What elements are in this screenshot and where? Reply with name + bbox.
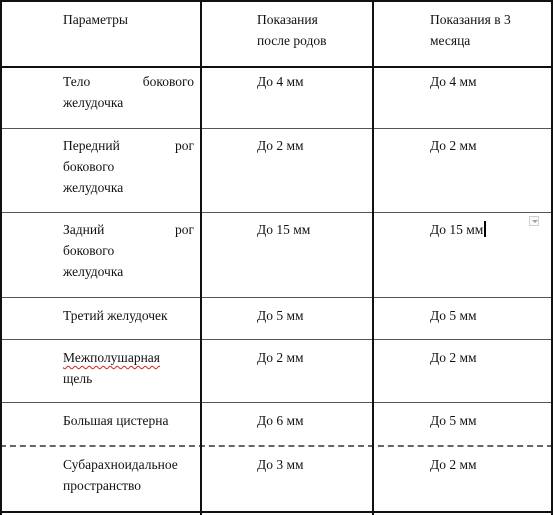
value-text: До 2 мм <box>257 138 304 153</box>
table-row-param[interactable] <box>63 305 194 326</box>
table-row-three-months[interactable] <box>430 305 535 326</box>
header-line <box>430 9 535 30</box>
param-line <box>63 135 194 156</box>
table-row-after-birth[interactable] <box>257 454 367 475</box>
table-border-top <box>0 0 553 2</box>
cell-dropdown-arrow-icon[interactable] <box>529 216 539 226</box>
header-line: после родов <box>257 33 327 48</box>
row-divider <box>0 128 553 129</box>
table-row-after-birth[interactable] <box>257 135 367 156</box>
row-divider <box>0 339 553 340</box>
param-word: Передний <box>63 138 120 153</box>
param-line: Третий желудочек <box>63 308 168 323</box>
table-row-three-months[interactable] <box>430 135 535 156</box>
table-row-after-birth[interactable] <box>257 219 367 240</box>
param-word: рог <box>174 222 194 237</box>
table-row-param[interactable] <box>63 219 194 282</box>
table-row-three-months[interactable] <box>430 410 535 431</box>
row-divider <box>0 66 553 68</box>
row-divider <box>0 297 553 298</box>
param-line: щель <box>63 371 93 386</box>
table-row-param[interactable] <box>63 347 194 389</box>
param-line: Субарахноидальное <box>63 457 178 472</box>
table-row-param[interactable] <box>63 410 194 431</box>
row-divider <box>0 402 553 403</box>
header-word: Показания в 3 <box>430 12 511 27</box>
table-row-three-months[interactable] <box>430 71 535 92</box>
value-text: До 2 мм <box>430 138 477 153</box>
table-row-param[interactable] <box>63 454 194 496</box>
header-param <box>63 9 194 30</box>
value-text: До 2 мм <box>257 350 304 365</box>
header-param-text: Параметры <box>63 12 128 27</box>
param-line: желудочка <box>63 95 124 110</box>
param-line <box>63 219 194 240</box>
table-border-left <box>0 0 2 515</box>
value-text: До 5 мм <box>257 308 304 323</box>
param-line: бокового <box>63 243 115 258</box>
param-line <box>63 347 194 368</box>
param-line <box>63 71 194 92</box>
table-row-three-months[interactable] <box>430 454 535 475</box>
header-after-birth <box>257 9 367 51</box>
param-word: бокового <box>142 74 194 89</box>
column-divider <box>372 0 374 515</box>
param-line: желудочка <box>63 180 124 195</box>
header-line: месяца <box>430 33 471 48</box>
column-divider <box>200 0 202 515</box>
table-row-after-birth[interactable] <box>257 71 367 92</box>
value-text: До 5 мм <box>430 308 477 323</box>
value-text: До 6 мм <box>257 413 304 428</box>
param-word: Тело <box>63 74 91 89</box>
value-text: До 4 мм <box>257 74 304 89</box>
value-text: До 15 мм <box>257 222 311 237</box>
param-line: пространство <box>63 478 142 493</box>
table-row-param[interactable] <box>63 71 194 113</box>
table-row-three-months[interactable] <box>430 347 535 368</box>
param-word: Задний <box>63 222 105 237</box>
table-row-param[interactable] <box>63 135 194 198</box>
param-word: рог <box>174 138 194 153</box>
misspelled-word[interactable]: Межполушарная <box>63 350 160 365</box>
value-text: До 4 мм <box>430 74 477 89</box>
row-divider <box>0 212 553 213</box>
param-line: Большая цистерна <box>63 413 169 428</box>
table-row-after-birth[interactable] <box>257 347 367 368</box>
table-border-bottom <box>0 511 553 513</box>
value-text: До 2 мм <box>430 350 477 365</box>
header-line: Показания <box>257 12 318 27</box>
table-row-after-birth[interactable] <box>257 305 367 326</box>
table-row-three-months-active[interactable] <box>430 219 535 240</box>
row-divider-dashed <box>0 445 553 447</box>
header-three-months <box>430 9 535 51</box>
param-line: желудочка <box>63 264 124 279</box>
text-cursor <box>484 221 486 237</box>
value-text: До 5 мм <box>430 413 477 428</box>
value-text: До 3 мм <box>257 457 304 472</box>
table-row-after-birth[interactable] <box>257 410 367 431</box>
value-text: До 15 мм <box>430 222 484 237</box>
param-line: бокового <box>63 159 115 174</box>
value-text: До 2 мм <box>430 457 477 472</box>
